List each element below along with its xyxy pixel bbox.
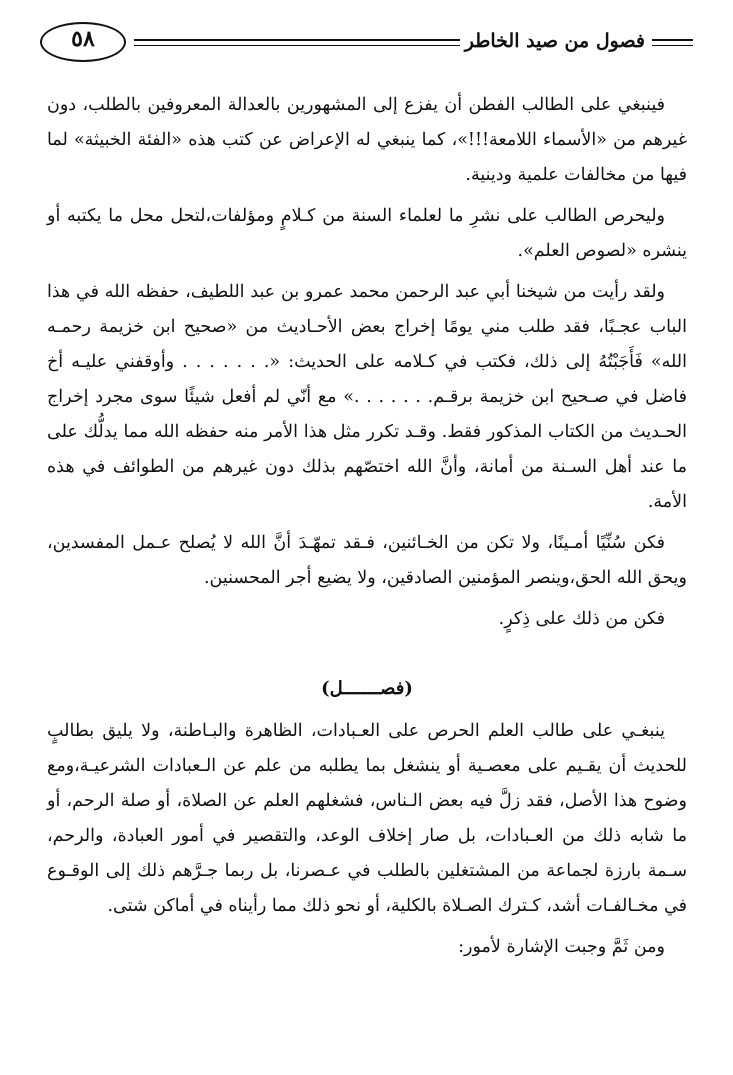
running-header xyxy=(40,22,693,66)
header-rule-left-thin xyxy=(134,45,460,46)
section-heading: (فصـــــــل) xyxy=(321,678,413,699)
paragraph: فينبغي على الطالب الفطن أن يفزع إلى المشهورين بالعدالة المعروفين بالطلب، دون غيرهم من «الأسماء اللامعة!!!»، كما ينبغي له الإعراض عن كتب هذه «الفئة الخبيثة» لما فيها من مخالفات علمية ودينية. xyxy=(47,95,687,185)
paragraph: ينبغـي على طالب العلم الحرص على العـبادات، الظاهرة والبـاطنة، ولا يليق بطالبٍ للحديث أن يقـيم على معصـية أو ينشغل بما يطلبه من علم عن الـعبادات الشرعيـة،ومع وضوح هذا الأصل، فقد زلَّ فيه بعض الـناس، فشغلهم العلم عن الصلاة، أو صلة الرحم، أو ما شابه ذلك من العـبادات، بل صار إخلاف الوعد، والتقصير في أمور العبادة، والرحم، سـمة بارزة لجماعة من المشتغلين بالطلب في عـصرنا، بل ربما جـرَّهم ذلك إلى الوقـوع في مخـالفـات أشد، كـترك الصـلاة بالكلية، أو نحو ذلك مما رأيناه في أماكن شتى. xyxy=(47,721,687,916)
paragraph: ولقد رأيت من شيخنا أبي عبد الرحمن محمد عمرو بن عبد اللطيف، حفظه الله في هذا الباب عجـبًا، فقد طلب مني يومًا إخراج بعض الأحـاديث من «صحيح ابن خزيمة رحمـه الله» فَأَجَبْتُهُ إلى ذلك، فكتب في كـلامه على الحديث: «. . . . . . . وأوقفني عليـه أخ فاضل في صـحيح ابن خزيمة برقـم. . . . . . .» مع أنّي لم أفعل شيئًا سوى مجرد إخراج الحـديث من الكتاب المذكور فقط. وقـد تكرر مثل هذا الأمر منه حفظه الله مما يدلُّك على ما عند أهل السـنة من أمانة، وأنَّ الله اختصّهم بذلك دون غيرهم من الطوائف في هذه الأمة. xyxy=(47,282,687,512)
paragraph: ومن ثَمَّ وجبت الإشارة لأمور: xyxy=(458,937,665,957)
paragraph: وليحرص الطالب على نشرِ ما لعلماء السنة من كـلامٍ ومؤلفات،لتحل محل ما يكتبه أو ينشره «لصوص العلم». xyxy=(47,206,687,261)
header-rule-right-thin xyxy=(652,45,693,46)
page-body xyxy=(47,88,687,971)
header-rule-right-thick xyxy=(652,39,693,41)
page-number: ٥٨ xyxy=(71,26,95,52)
paragraph: فكن سُنِّيًا أمـينًا، ولا تكن من الخـائنين، فـقد تمهّـدَ أنَّ الله لا يُصلح عـمل المفسدين، ويحق الله الحق،وينصر المؤمنين الصادقين، ولا يضيع أجر المحسنين. xyxy=(47,533,687,588)
paragraph: فكن من ذلك على ذِكرٍ. xyxy=(498,609,665,629)
book-title: فصول من صيد الخاطر xyxy=(464,30,645,52)
header-rule-left-thick xyxy=(134,39,460,41)
